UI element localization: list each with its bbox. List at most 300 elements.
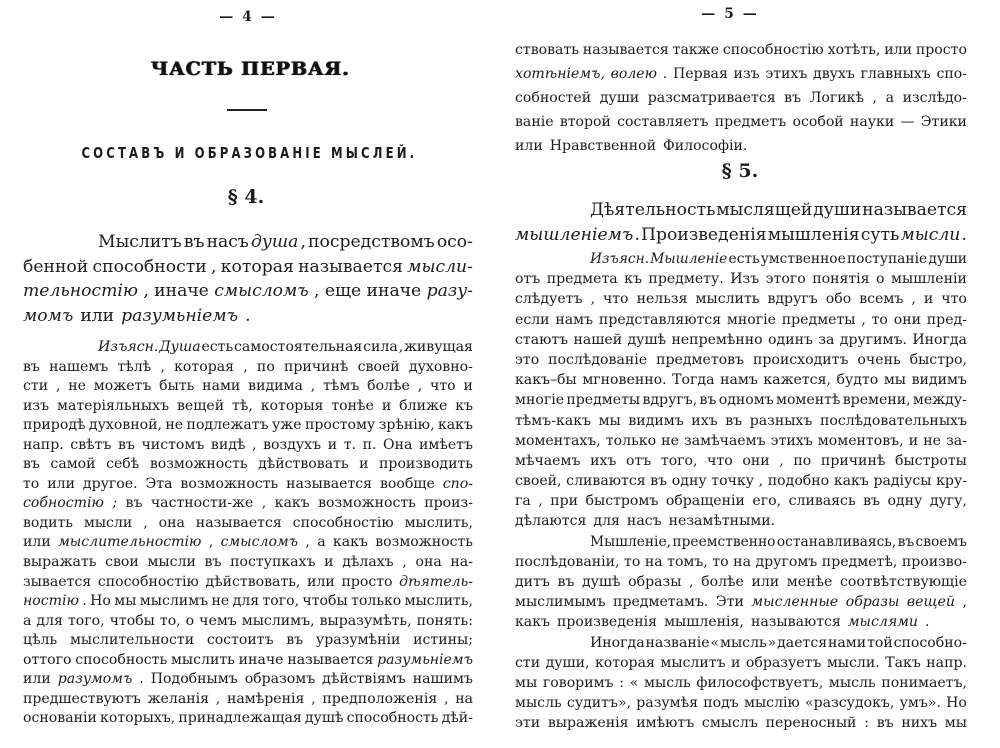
word: своемъ [915,533,967,550]
word: ствовать [515,42,579,58]
word: мыслить [170,651,235,668]
word: души, [545,654,590,671]
word: произ- [424,495,473,512]
word: душѣ [581,574,621,590]
word: называется [195,514,282,531]
word: мысли [83,514,133,531]
word: умственное [760,251,846,267]
word: имѣютъ [636,715,695,732]
text-line [23,358,473,378]
word: свѣтъ [70,436,112,453]
word: ихъ [590,452,617,469]
word: уразумѣніи [315,632,401,649]
word: которая [174,358,235,375]
word: дѣйствіямъ [322,671,406,688]
italic-word: волею [610,66,658,82]
word: выразумѣть, [319,612,412,629]
word: смыслъ [701,715,758,732]
word: о [185,612,195,629]
word: : [619,674,624,691]
word: томъ, [667,553,708,570]
word: предположенія [322,690,438,707]
word: , [310,378,316,395]
word: между- [912,392,967,409]
word: радіусы [873,473,932,490]
italic-word: разумьніемъ [121,305,239,326]
divider-rule [227,109,267,111]
word: живущая [403,339,473,355]
word: въ [286,632,304,649]
word: : [864,715,869,732]
word: въ [897,533,915,550]
word: возможность [149,456,248,473]
word: сти [23,378,49,395]
word: Философіи. [663,138,748,154]
word: дается [777,634,828,651]
text-line [23,690,473,710]
word: въ [650,473,668,490]
continued-text [515,38,967,158]
word: его, [752,493,782,510]
word: умъ». [899,695,941,712]
word: быть [159,378,195,395]
word: выражать [23,554,97,571]
word: менѣе [786,574,833,590]
word: бенной [23,256,89,277]
word: предметамъ. [613,594,709,611]
word: , [215,690,221,707]
text-line [23,436,473,456]
word: многіе [515,392,565,409]
word: , [689,574,694,590]
word: вдругъ, [642,392,698,409]
word: двухъ [813,66,855,82]
word: есть [201,339,234,355]
word: болѣе [367,378,410,395]
word: тѣлѣ [117,358,152,375]
word: быстромъ [585,493,659,510]
word: по [256,358,275,375]
text-line [515,110,967,134]
text-line [515,572,967,592]
word: Этики [920,114,967,130]
word: духовной, [88,417,162,434]
word: а [23,612,32,629]
word: посредствомъ [308,232,435,252]
text-line [515,592,967,612]
page-number: — 4 — [219,9,277,25]
word: о [876,271,885,288]
text-line [23,709,473,729]
word: уже [271,417,302,434]
word: одну [887,493,923,510]
word: , [305,534,310,551]
word: образы [628,574,682,590]
word: образомъ [244,671,316,688]
word: мыслимымъ [515,594,606,611]
word: напр. [926,654,967,671]
word: въ [876,715,894,732]
italic-word: Душа [159,339,201,355]
word: непремѣнно [671,331,763,348]
word: произво- [901,553,967,570]
word: зрѣнію, [378,417,435,434]
italic-word: Изъясн. [98,339,159,355]
word: сти [515,654,541,671]
word: дѣлахъ [342,554,394,571]
word: нихъ [901,715,938,732]
word: особой [792,114,844,130]
word: соотвѣтствующіе [839,574,967,590]
word: болѣе [701,574,744,590]
word: замѣчаемъ [684,432,766,449]
word: и [327,436,338,453]
word: многіе [726,311,776,328]
word: Но [90,593,111,610]
word: Дѣятельность [590,200,716,220]
word: на [644,553,663,570]
word: мышленія, [664,614,744,631]
word: въ [725,412,743,429]
word: незамѣтными. [668,513,776,530]
word: осо- [436,232,473,252]
word: , [311,690,316,707]
word: мѣчаемъ [515,452,581,469]
word: а [317,534,326,551]
word: Эти [715,594,744,611]
word: какъ [332,534,368,551]
word: называется [298,256,403,277]
word: одну [671,473,707,490]
word: нами [202,378,241,395]
word: причинѣ [284,358,349,375]
word: предшествуютъ [23,690,141,707]
word: Такъ [885,654,921,671]
word: , [962,594,967,611]
word: эти [515,715,541,732]
word: способностію [292,514,394,531]
text-line [515,471,967,491]
text-line [23,533,473,553]
word: чемъ [199,612,237,629]
word: тонѣе [331,397,374,414]
italic-word: дѣятель- [399,573,473,590]
word: это [515,351,540,368]
word: мыслительности [69,632,195,649]
word: одномъ [718,392,774,409]
word: душѣ [304,710,344,727]
word: — [900,114,915,130]
word: разсматривается [647,90,776,106]
word: понятія [812,271,870,288]
word: при [550,493,579,510]
word: Мыслитъ [98,232,182,252]
word: га [515,493,531,510]
word: въ [557,574,575,590]
word: водить [23,514,73,531]
lead-paragraph [515,198,967,248]
italic-word: душа [250,232,299,252]
text-line [515,532,967,552]
text-line [23,377,473,397]
italic-word: спо- [442,475,473,492]
word: то [871,311,888,328]
word: Подобнымъ [150,671,238,688]
word: своей, [515,473,562,490]
word: мыслію [744,695,800,712]
word: возможность [180,475,279,492]
word: въ [784,90,802,106]
word: другимъ. [839,331,907,348]
italic-word: вещей [906,594,955,611]
word: мысль [828,674,876,691]
text-line [515,451,967,471]
word: также [672,42,719,58]
lead-paragraph [23,230,473,328]
word: очень [857,351,901,368]
word: въ [863,493,881,510]
word: поступаніе [846,251,928,267]
word: видѣ [210,436,246,453]
word: другомъ [755,553,818,570]
word: изслѣдо- [902,90,967,106]
word: а [885,90,894,106]
word: мысль [720,634,767,651]
word: понять: [416,612,473,629]
word: то [712,553,729,570]
word: Тогда [672,372,715,389]
word: этихъ [765,66,808,82]
word: . [139,671,144,688]
word: кру- [936,473,967,490]
word: будто [836,372,879,389]
word: » [767,634,777,651]
word: Первая [672,66,728,82]
word: тѣмъ-какъ [515,412,591,429]
word: ваніе [515,114,554,130]
word: отъ [515,271,541,288]
word: изъ [23,397,50,414]
word: переносный [765,715,857,732]
word: хотѣть, [827,42,881,58]
word: которыхъ, [100,710,176,727]
word: « [710,634,720,651]
text-line [515,350,967,370]
text-line [515,491,967,511]
word: что [941,291,967,308]
word: Иногда [912,331,967,348]
italic-word: разумьніемъ [377,651,473,668]
word: еще [324,281,362,302]
word: того, [67,612,105,629]
word: . [245,305,251,326]
word: философствуетъ, [696,674,824,691]
word: подобно [767,473,830,490]
italic-word: разу- [426,281,473,302]
text-line [515,552,967,572]
body-text [515,249,967,734]
word: основаніи [23,710,97,727]
word: намѣренія [227,690,305,707]
text-line [23,553,473,573]
word: на- [450,554,473,571]
word: мыслить, [404,593,473,610]
word: не [661,432,679,449]
word: суть [860,225,900,245]
word: другое. [82,475,138,492]
word: той [867,634,893,651]
word: дѣлаются [515,513,587,530]
text-line [515,431,967,451]
word: выраженія [547,715,629,732]
word: , [208,534,214,551]
word: въ [699,392,717,409]
word: пред- [926,311,967,328]
word: напр. [23,436,64,453]
text-line [23,455,473,475]
word: происходитъ [752,351,849,368]
word: моментѣ [775,392,841,409]
text-line [515,62,967,86]
word: сливаясь [788,493,856,510]
word: только [351,593,402,610]
word: этихъ [770,432,813,449]
word: слѣдуетъ [515,291,583,308]
word: для [232,593,260,610]
text-line [515,310,967,330]
italic-word: смысломъ [220,534,299,551]
word: нашимъ [412,671,473,688]
word: , [261,495,267,512]
word: мыслитъ [660,654,726,671]
chapter-title: СОСТАВЪ И ОБРАЗОВАНІЕ МЫСЛЕЙ. [81,144,418,162]
text-line [515,633,967,653]
word: точку [711,473,754,490]
word: понимаетъ, [881,674,967,691]
word: , [398,339,404,355]
word: собностей [515,90,592,106]
word: названіе [645,634,710,651]
word: вдругъ [767,291,818,308]
word: мыслимъ, [241,612,315,629]
word: за- [946,432,967,449]
word: называется [862,200,967,220]
word: послѣдовательныхъ [819,412,967,429]
word: Произведенія [641,225,767,245]
word: способностію [722,42,824,58]
word: насъ [626,513,662,530]
part-title: ЧАСТЬ ПЕРВАЯ. [150,58,350,80]
italic-word: разумомъ [57,671,133,688]
word: т. [343,436,356,453]
word: тѣмъ [323,378,360,395]
word: отъ [626,452,652,469]
word: разныхъ [749,412,813,429]
word: для [36,612,63,629]
word: вообще [379,475,435,492]
text-line [23,592,473,612]
word: того, [660,452,698,469]
word: мысли [147,554,196,571]
word: , [300,232,306,252]
word: ближе [399,397,448,414]
word: кажется, [763,372,831,389]
word: то, [159,612,181,629]
word: частности-же [150,495,254,512]
word: что [602,291,629,308]
text-line [515,612,967,632]
page-number: — 5 — [701,6,759,22]
word: какъ [515,614,550,631]
word: разумѣя [636,695,699,712]
word: мгновенно. [582,372,667,389]
italic-word: собностію [23,495,104,512]
word: чтобы [302,593,348,610]
word: , [314,281,320,302]
text-line [515,86,967,110]
italic-word: мысли- [407,256,473,277]
text-line [23,573,473,593]
word: что [430,378,456,395]
text-line [515,134,967,158]
word: и [463,378,473,395]
word: души [928,251,967,267]
text-line [23,612,473,632]
word: насъ [206,232,249,252]
word: предметъ [714,114,787,130]
word: они [742,452,770,469]
word: , [402,554,407,571]
word: своей [357,358,400,375]
word: возможность [318,495,416,512]
word: поступкахъ [230,554,316,571]
text-line [515,411,967,431]
word: не [211,593,230,610]
word: , [210,256,217,277]
word: или [884,42,913,58]
word: моментовъ, [817,432,904,449]
word: оттого [23,651,72,668]
word: Логикѣ [809,90,864,106]
text-line [23,631,473,651]
word: душѣ [627,331,667,348]
word: или [751,574,780,590]
word: изъ [733,66,760,82]
word: «разсудокъ, [805,695,895,712]
word: природѣ [23,417,86,434]
word: , [417,378,423,395]
word: . [82,593,87,610]
word: Изъ [730,271,760,288]
word: дѣйствовать [258,456,349,473]
word: чистомъ [141,436,205,453]
word: какъ [437,417,473,434]
word: , [243,358,248,375]
word: только [605,432,657,449]
word: видима [248,378,303,395]
word: просто [915,42,967,58]
word: дитъ [515,574,550,590]
word: зывается [23,573,92,590]
text-line [515,653,967,673]
word: , [143,514,148,531]
word: способности [92,256,207,277]
word: того, [262,593,300,610]
word: въ [117,436,135,453]
word: мы [883,372,907,389]
text-line [515,370,967,390]
word: принадлежащая [178,710,302,727]
